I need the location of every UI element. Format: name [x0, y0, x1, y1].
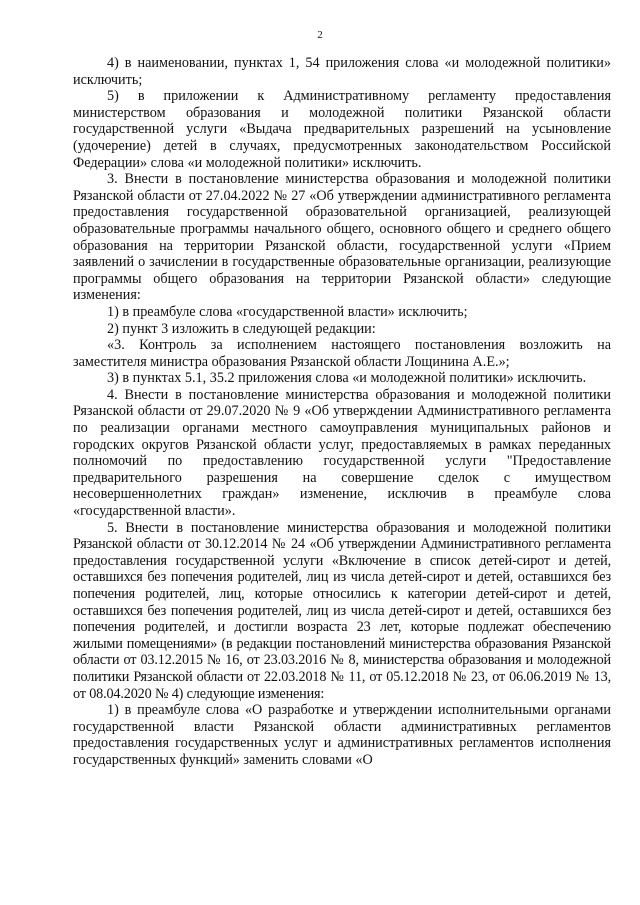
paragraph-quoted-point-3: «3. Контроль за исполнением настоящего постановления возложить на заместителя министра образования Рязанской области Лощинина А.Е.»; — [73, 337, 611, 370]
document-body — [73, 55, 611, 769]
paragraph-section-3-item-3: 3) в пунктах 5.1, 35.2 приложения слова «и молодежной политики» исключить. — [107, 370, 587, 387]
paragraph-section-3-item-1: 1) в преамбуле слова «государственной власти» исключить; — [107, 303, 468, 320]
paragraph-section-5-item-1: 1) в преамбуле слова «О разработке и утверждении исполнительными органами государственной власти Рязанской области административных регламентов предоставления государственных услуг и административных регламентов исполнения государственных функций» заменить словами «О — [73, 702, 611, 768]
paragraph-section-4: 4. Внести в постановление министерства образования и молодежной политики Рязанской области от 29.07.2020 № 9 «Об утверждении Административного регламента по реализации органами местного самоуправления муниципальных районов и городских округов Рязанской области услуг, предоставляемых в рамках переданных полномочий по предоставлению государственной услуги "Предоставление предварительного разрешения на совершение сделок с имуществом несовершеннолетних граждан» изменение, исключив в преамбуле слова «государственной власти». — [73, 386, 611, 520]
paragraph-section-3: 3. Внести в постановление министерства образования и молодежной политики Рязанской области от 27.04.2022 № 27 «Об утверждении административного регламента предоставления государственной образовательной организацией, реализующей образовательные программы начального общего, основного общего и среднего общего образования на территории Рязанской области, государственной услуги «Прием заявлений о зачислении в государственные образовательные организации, реализующие программы общего образования на территории Рязанской области» следующие изменения: — [73, 171, 611, 304]
paragraph-item-4: 4) в наименовании, пунктах 1, 54 приложения слова «и молодежной политики» исключить; — [73, 55, 611, 88]
paragraph-section-5: 5. Внести в постановление министерства образования и молодежной политики Рязанской области от 30.12.2014 № 24 «Об утверждении Административного регламента предоставления государственной услуги «Включение в список детей-сирот и детей, оставшихся без попечения родителей, лиц из числа детей-сирот и детей, оставшихся без попечения родителей, лиц, которые относились к категории детей-сирот и детей, оставшихся без попечения родителей, лиц из числа детей-сирот и детей, оставшихся без попечения родителей, и достигли возраста 23 лет, которые подлежат обеспечению жилыми помещениями» (в редакции постановлений министерства образования Рязанской области от 03.12.2015 № 16, от 23.03.2016 № 8, министерства образования и молодежной политики Рязанской области от 22.03.2018 № 11, от 05.12.2018 № 23, от 06.06.2019 № 13, от 08.04.2020 № 4) следующие изменения: — [73, 519, 611, 702]
paragraph-item-5: 5) в приложении к Административному регламенту предоставления министерством образования и молодежной политики Рязанской области государственной услуги «Выдача предварительных разрешений на усыновление (удочерение) детей в случаях, предусмотренных законодательством Российской Федерации» слова «и молодежной политики» исключить. — [73, 88, 611, 171]
page-number: 2 — [317, 29, 323, 41]
paragraph-section-3-item-2: 2) пункт 3 изложить в следующей редакции: — [107, 320, 376, 337]
